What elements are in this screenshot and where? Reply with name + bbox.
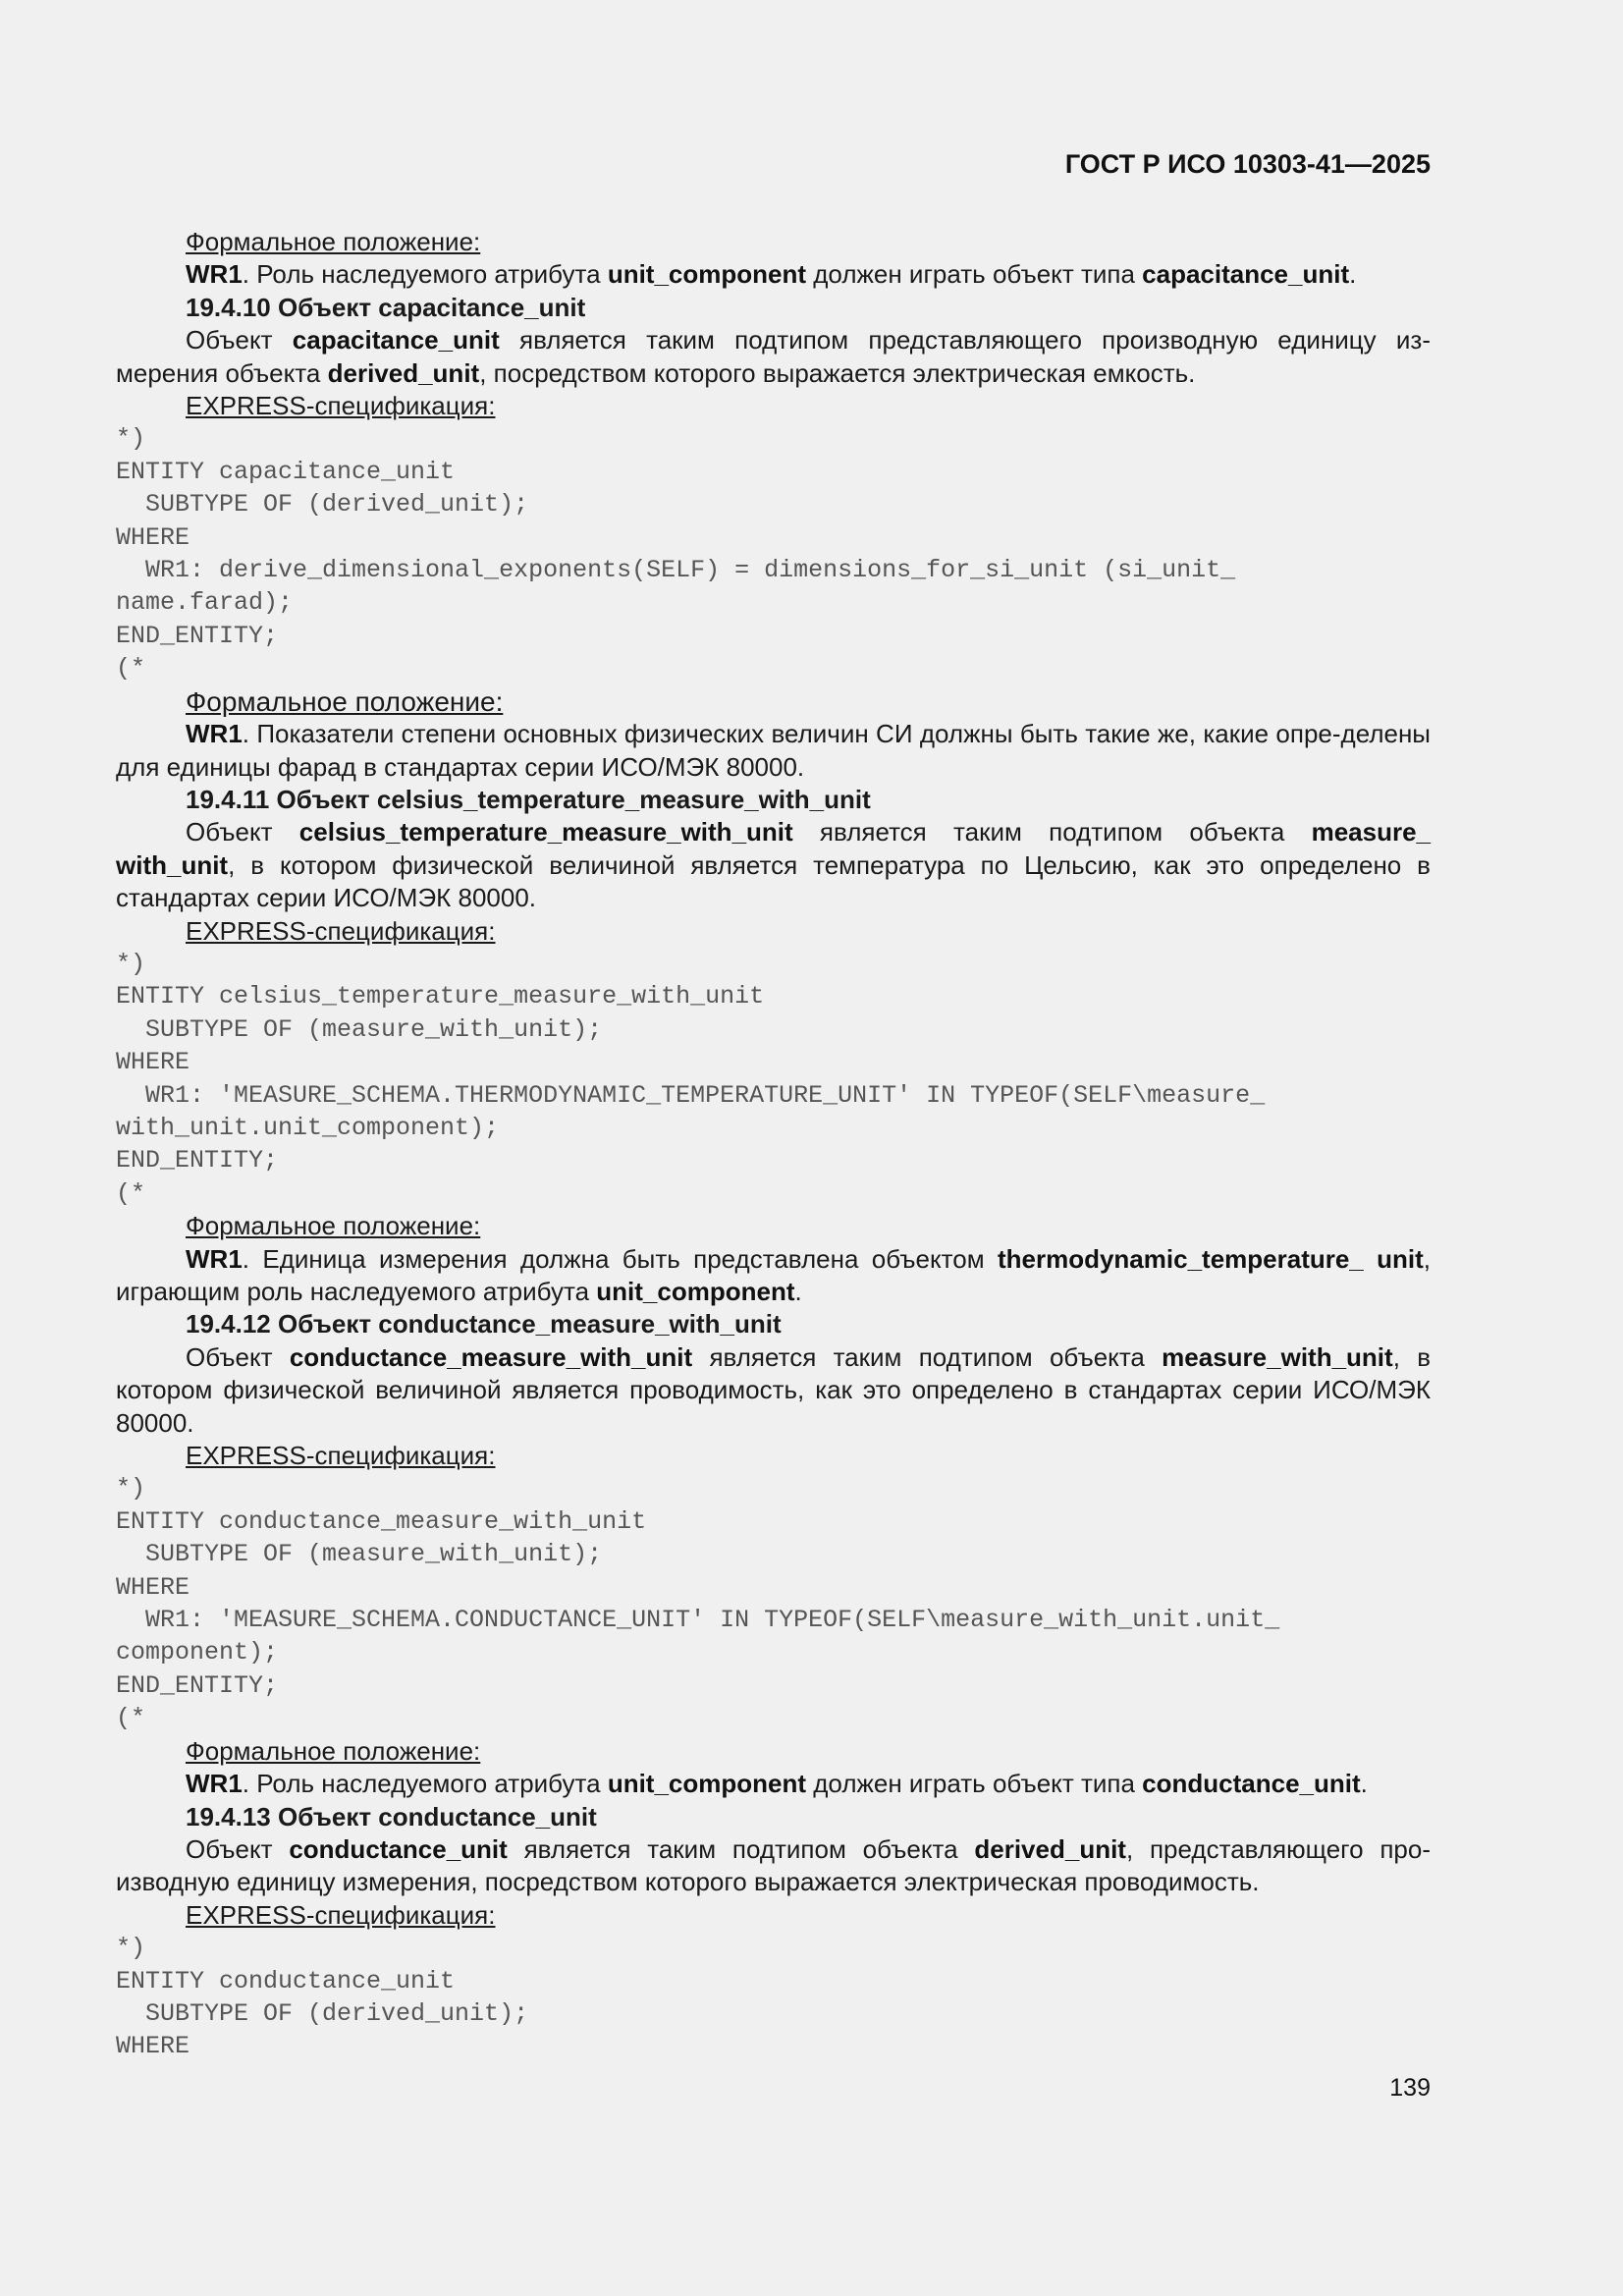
section-description: Объект conductance_measure_with_unit является таким подтипом объекта measure_with_unit, в котором физической величиной является проводимость, как это определено в стандартах серии ИСО/МЭК 80000.: [116, 1341, 1432, 1438]
express-spec-label: EXPRESS-спецификация:: [186, 915, 496, 946]
page-content: [116, 226, 1431, 2063]
formal-statement-label: Формальное положение:: [186, 1735, 481, 1766]
formal-statement-wr1: WR1. Единица измерения должна быть представлена объектом thermodynamic_temperature_ unit, играющим роль наследуемого атрибута unit_component.: [116, 1243, 1431, 1306]
section-description: Объект capacitance_unit является таким подтипом представляющего производную единицу из-мерения объекта derived_unit, посредством которого выражается электрическая емкость.: [116, 325, 1431, 388]
formal-statement-wr1: WR1. Роль наследуемого атрибута unit_component должен играть объект типа conductance_unit.: [186, 1769, 1368, 1799]
express-code-block: *) ENTITY conductance_measure_with_unit SUBTYPE OF (measure_with_unit); WHERE WR1: 'MEASURE_SCHEMA.CONDUCTANCE_UNIT' IN TYPEOF(SELF\measure_with_unit.unit_ component); END_ENTITY; (*: [116, 1474, 1280, 1733]
section-heading: 19.4.12 Объект conductance_measure_with_unit: [186, 1309, 782, 1339]
section-heading: 19.4.13 Объект conductance_unit: [186, 1801, 597, 1831]
express-spec-label: EXPRESS-спецификация:: [186, 1899, 496, 1930]
express-code-block: *) ENTITY celsius_temperature_measure_with_unit SUBTYPE OF (measure_with_unit); WHERE WR1: 'MEASURE_SCHEMA.THERMODYNAMIC_TEMPERATURE_UNIT' IN TYPEOF(SELF\measure_ with_unit.unit_component); END_ENTITY; (*: [116, 949, 1266, 1208]
express-code-block: *) ENTITY capacitance_unit SUBTYPE OF (derived_unit); WHERE WR1: derive_dimensional_exponents(SELF) = dimensions_for_si_unit (si_unit_ name.farad); END_ENTITY; (*: [116, 424, 1236, 683]
formal-statement-label: Формальное положение:: [186, 685, 504, 717]
formal-statement-label: Формальное положение:: [186, 1211, 481, 1241]
page-number: 139: [1389, 2074, 1431, 2102]
section-description: Объект celsius_temperature_measure_with_unit является таким подтипом объекта measure_ with_unit, в котором физической величиной является температура по Цельсию, как это определено в стандартах серии ИСО/МЭК 80000.: [116, 817, 1431, 913]
express-code-block: *) ENTITY conductance_unit SUBTYPE OF (derived_unit); WHERE: [116, 1934, 529, 2061]
express-spec-label: EXPRESS-спецификация:: [186, 1441, 496, 1471]
formal-statement-label: Формальное положение:: [186, 227, 481, 256]
formal-statement-wr1: WR1. Роль наследуемого атрибута unit_component должен играть объект типа capacitance_unit.: [186, 259, 1357, 290]
section-heading: 19.4.11 Объект celsius_temperature_measure_with_unit: [186, 784, 871, 814]
document-header: ГОСТ Р ИСО 10303-41—2025: [1064, 149, 1431, 179]
express-spec-label: EXPRESS-спецификация:: [186, 391, 496, 421]
formal-statement-wr1: WR1. Показатели степени основных физических величин СИ должны быть такие же, какие опре-делены для единицы фарад в стандартах серии ИСО/МЭК 80000.: [116, 719, 1431, 782]
section-heading: 19.4.10 Объект capacitance_unit: [186, 292, 586, 322]
section-description: Объект conductance_unit является таким подтипом объекта derived_unit, представляющего про-изводную единицу измерения, посредством которого выражается электрическая проводимость.: [116, 1833, 1431, 1897]
